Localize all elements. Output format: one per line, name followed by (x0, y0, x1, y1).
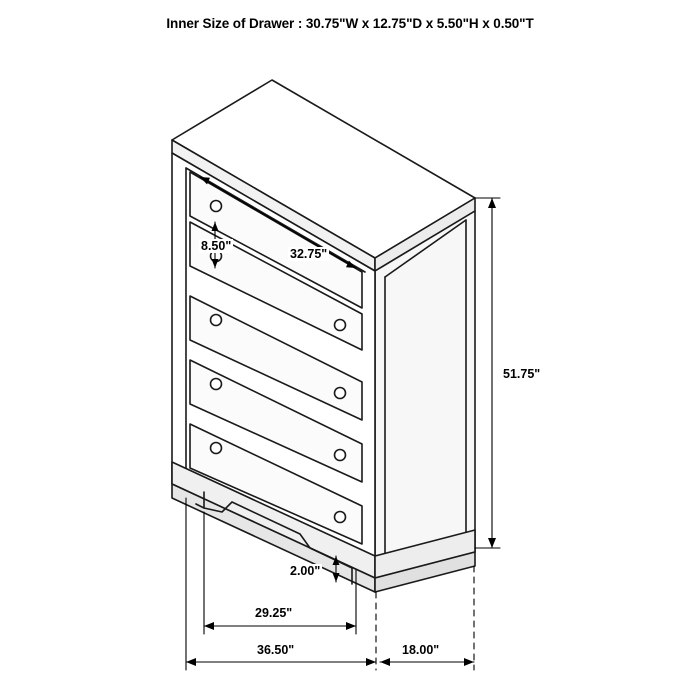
page-title: Inner Size of Drawer : 30.75"W x 12.75"D x 5.50"H x 0.50"T (166, 16, 534, 31)
foot-height-label: 2.00" (290, 564, 321, 578)
drawer-width-label: 32.75" (290, 247, 328, 261)
overall-width-label: 36.50" (257, 643, 295, 657)
drawer-height-label: 8.50" (201, 239, 232, 253)
chest-side-panel (375, 211, 475, 578)
overall-height-label: 51.75" (503, 367, 541, 381)
base-width-label: 29.25" (255, 606, 293, 620)
depth-label: 18.00" (402, 643, 440, 657)
